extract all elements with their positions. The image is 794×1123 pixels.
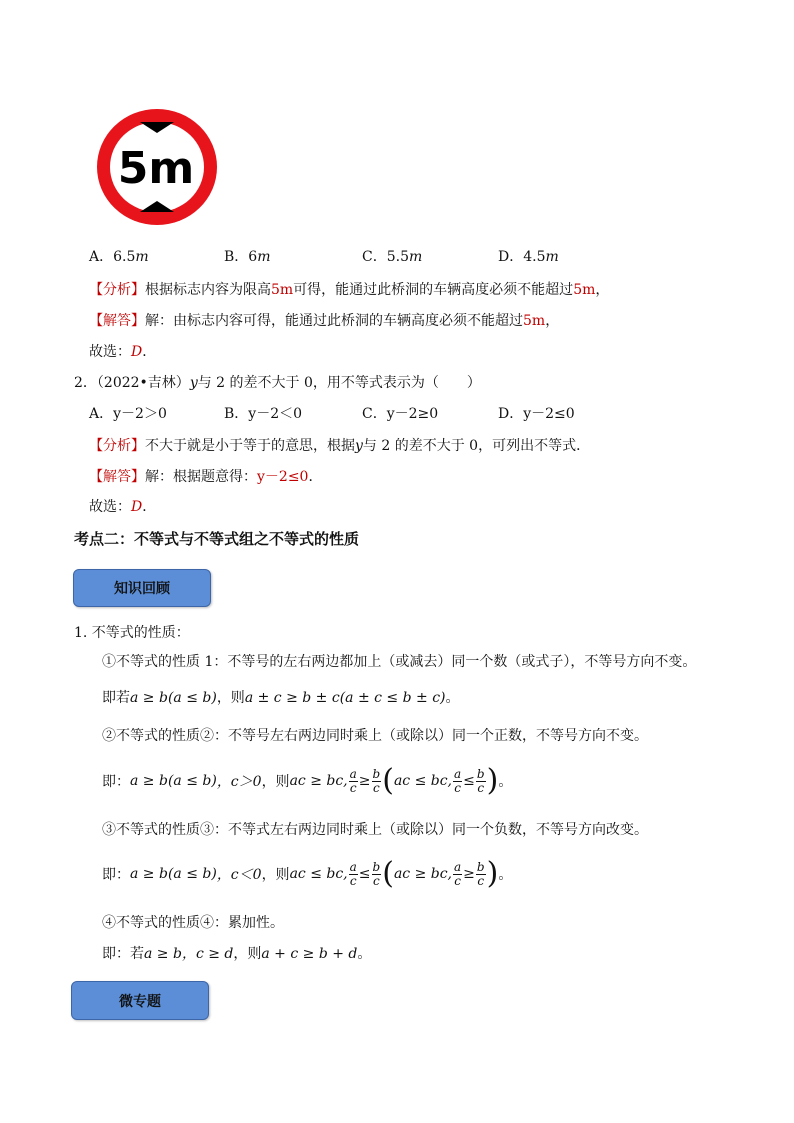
prop2-text: ②不等式的性质②：不等号左右两边同时乘上（或除以）同一个正数，不等号方向不变。 [102, 728, 648, 744]
q1-analysis: 【分析】根据标志内容为限高5m可得，能通过此桥洞的车辆高度必须不能超过5m， [89, 282, 610, 298]
q2-option-a: A．y－2＞0 [89, 406, 167, 422]
q2-option-b: B．y－2＜0 [224, 406, 303, 422]
props-heading: 1. 不等式的性质： [74, 625, 190, 641]
q1-option-d: D．4.5m [498, 249, 559, 265]
height-limit-sign [92, 105, 222, 230]
q2-option-d: D．y－2≤0 [498, 406, 575, 422]
q1-answer: 【解答】解：由标志内容可得，能通过此桥洞的车辆高度必须不能超过5m， [89, 313, 560, 329]
prop3-text: ③不等式的性质③：不等式左右两边同时乘上（或除以）同一个负数，不等号方向改变。 [102, 822, 648, 838]
q1-option-a: A．6.5m [89, 249, 149, 265]
micro-topic-button[interactable]: 微专题 [71, 981, 209, 1020]
prop1-text: ①不等式的性质 1：不等号的左右两边都加上（或减去）同一个数（或式子），不等号方向不变。 [102, 654, 697, 670]
prop3-formula: 即： a ≥ b(a ≤ b) ，c＜0 ，则 ac ≤ bc, $\frac{a}{c}$ ≤ $\frac{b}{c}$ ( ac ≥ bc, $\frac{a}{c}$ ≥ $\frac{b}{c}$ ) 。 [102, 856, 513, 891]
prop1-formula: 即若a ≥ b(a ≤ b)，则a ± c ≥ b ± c(a ± c ≤ b ± c)。 [102, 690, 460, 706]
section-title: 考点二：不等式与不等式组之不等式的性质 [74, 530, 360, 548]
knowledge-review-button[interactable]: 知识回顾 [73, 569, 211, 607]
q1-choose: 故选：D． [89, 344, 157, 360]
prop4-text: ④不等式的性质④：累加性。 [102, 915, 284, 931]
q1-option-b: B．6m [224, 249, 271, 265]
q2-choose: 故选：D． [89, 499, 157, 515]
sign-text: 5m [117, 143, 195, 194]
prop4-formula: 即：若a ≥ b，c ≥ d，则a + c ≥ b + d。 [102, 946, 372, 962]
prop2-formula: 即： a ≥ b(a ≤ b) ，c＞0 ，则 ac ≥ bc, $\frac{a}{c}$ ≥ $\frac{b}{c}$ ( ac ≤ bc, $\frac{a}{c}$ ≤ $\frac{b}{c}$ ) 。 [102, 763, 513, 798]
q2-answer: 【解答】解：根据题意得：y－2≤0． [89, 469, 323, 485]
q2-stem: 2．（2022•吉林）y与 2 的差不大于 0，用不等式表示为（ ） [74, 375, 481, 391]
q1-option-c: C．5.5m [362, 249, 423, 265]
q2-option-c: C．y－2≥0 [362, 406, 439, 422]
q2-analysis: 【分析】不大于就是小于等于的意思，根据y与 2 的差不大于 0，可列出不等式． [89, 438, 591, 454]
